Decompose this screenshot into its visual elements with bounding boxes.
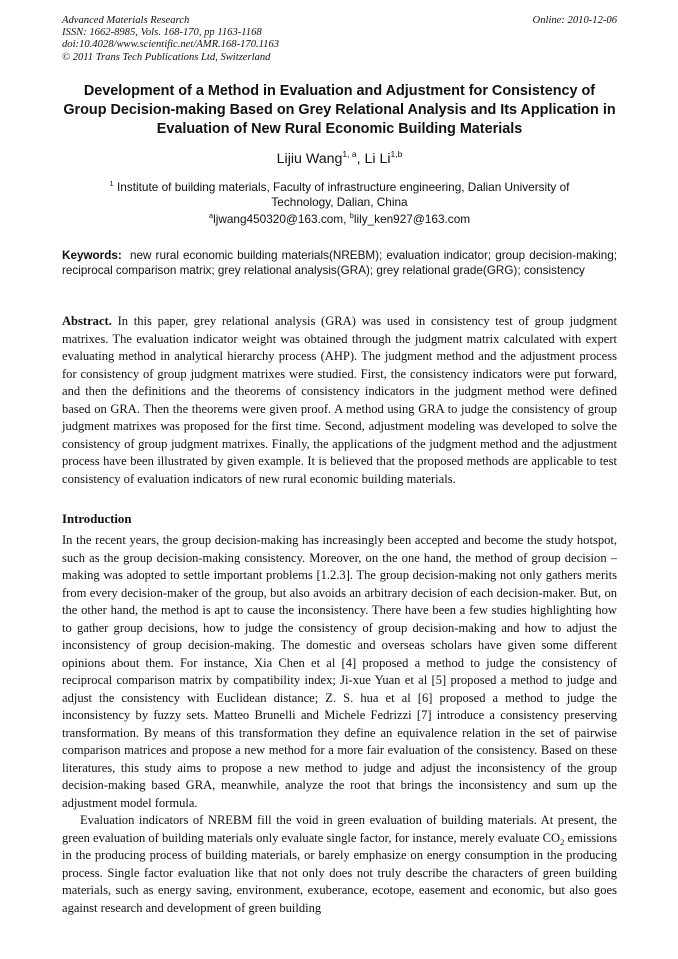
introduction-body — [62, 532, 617, 917]
affiliation-marker: 1 — [109, 179, 114, 188]
abstract-text: In this paper, grey relational analysis (GRA) was used in consistency test of group judgment matrixes. The evaluation indicator weight was obtained through the judgment matrix calculated with expert evaluating method in analytical hierarchy process (AHP). The judgment method and the adjustment process for consistency of group judgment matrixes were studied. First, the consistency indicators were put forward, and then the definitions and the theorems of consistency indicators in the judgment method were defined based on GRA. Then the theorems were given proof. A method using GRA to judge the consistency of group judgment matrixes was proposed for the first time. Second, adjustment modeling was developed to solve the consistency of group judgment matrixes. Finally, the applications of the judgment method and the adjustment process have been illustrated by given example. It is believed that the proposed methods are applicable to test consistency of evaluation indicators of new rural economic building materials. — [62, 314, 618, 486]
email-line — [62, 212, 617, 226]
issn-line: ISSN: 1662-8985, Vols. 168-170, pp 1163-1168 — [62, 27, 262, 39]
email-link[interactable]: lily_ken927@163.com — [353, 212, 471, 226]
journal-header — [62, 15, 617, 64]
author-separator: , — [356, 151, 365, 167]
author-line — [62, 150, 617, 168]
paper-title: Development of a Method in Evaluation and Adjustment for Consistency of Group Decision-making Based on Grey Relational Analysis and Its Application in Evaluation of New Rural Economic Building Materials — [63, 83, 616, 137]
paragraph-text: Evaluation indicators of NREBM fill the void in green evaluation of building materials. At present, the green evaluation of building materials only evaluate single factor, for instance, merely evaluate CO — [62, 813, 617, 845]
email-separator: , — [343, 212, 350, 226]
copyright-line: © 2011 Trans Tech Publications Ltd, Switzerland — [62, 51, 271, 63]
affiliation-text: Institute of building materials, Faculty of infrastructure engineering, Dalian University of Technology, Dalian, China — [117, 180, 570, 209]
email-link[interactable]: ljwang450320@163.com — [213, 212, 344, 226]
doi-line: doi:10.4028/www.scientific.net/AMR.168-170.1163 — [62, 39, 280, 51]
paragraph-text: emissions in the producing process of building materials, or barely emphasize on energy consumption in the producing process. Single factor evaluation like that not only does not truly describe the characters of green building materials, such as energy saving, environment, exuberance, ecotope, easement and economic, but also goes against research and development of green building — [62, 830, 617, 915]
abstract-block — [62, 313, 617, 488]
paragraph: In the recent years, the group decision-making has increasingly been accepted and become the study hotspot, such as the group decision-making consistency. Moreover, on the one hand, the method of group decision –making was adopted to settle important problems [1.2.3]. The group decision-making not only gathers merits from every decision-maker of the group, but also avoids an arbitrary decision of each decision-maker. But, on the other hand, the method is apt to cause the inconsistency. There have been a few studies highlighting how to gather group decisions, how to judge the consistency of group decision-making and how to adjust the inconsistency of group decision-making. The domestic and overseas scholars have given some different opinions about them. For instance, Xia Chen et al [4] proposed a method to judge the consistency of reciprocal comparison matrix by compatibility index; Ji-xue Yuan et al [5] proposed a method to judge and adjust the consistency with Euclidean distance; Z. S. hua et al [6] proposed a method to judge the inconsistency by fuzzy sets. Matteo Brunelli and Michele Fedrizzi [7] introduce a consistency preserving transformation. By means of this transformation they define an equivalence relation in the set of pairwise comparison matrices and propose a new method for a more fair evaluation of the consistency. Based on these literatures, this study aims to propose a new method to judge and adjust the inconsistency of the group decision-making based GRA, meanwhile, analyze the root that brings the inconsistency and sum up the adjustment model formula. — [62, 533, 617, 810]
author-name: Lijiu Wang — [276, 151, 343, 167]
email-marker: b — [349, 211, 354, 220]
section-heading: Introduction — [62, 512, 132, 526]
email-marker: a — [208, 211, 214, 220]
online-date: Online: 2010-12-06 — [532, 15, 617, 26]
author-superscript: 1, a — [342, 149, 357, 159]
paragraph — [62, 812, 617, 917]
affiliation — [80, 180, 599, 209]
journal-name: Advanced Materials Research — [62, 15, 190, 26]
abstract-label: Abstract. — [62, 314, 112, 328]
keywords-block — [62, 249, 617, 278]
keywords-label: Keywords: — [62, 249, 122, 262]
keywords-text: new rural economic building materials(NREBM); evaluation indicator; group decision-making; reciprocal comparison matrix; grey relational analysis(GRA); grey relational grade(GRG); consistency — [62, 249, 617, 277]
author-name: Li Li — [364, 151, 391, 167]
subscript: 2 — [560, 836, 565, 847]
author-superscript: 1,b — [390, 149, 403, 159]
